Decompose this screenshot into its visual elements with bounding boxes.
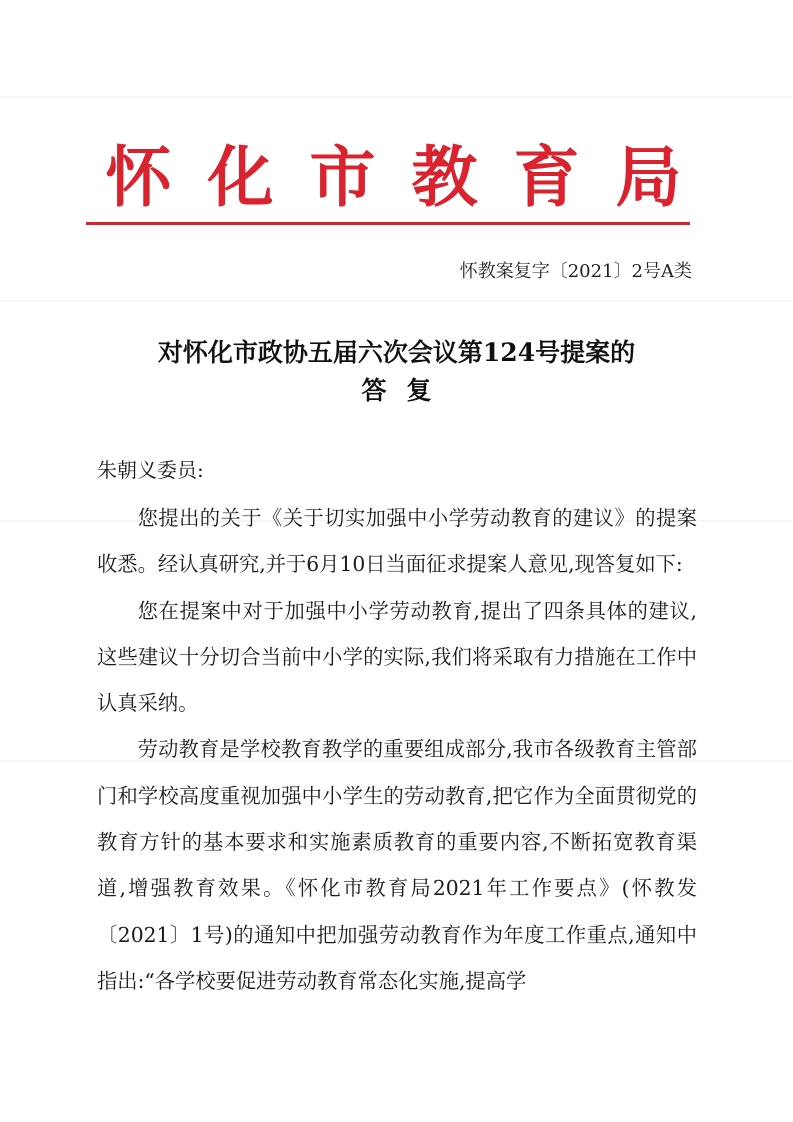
document-body	[97, 495, 697, 1004]
document-number: 怀教案复字〔2021〕2号A类	[459, 261, 692, 282]
body-paragraph: 劳动教育是学校教育教学的重要组成部分,我市各级教育主管部门和学校高度重视加强中小学生的劳动教育,把它作为全面贯彻党的教育方针的基本要求和实施素质教育的重要内容,不断拓宽教育渠道,增强教育效果。《怀化市教育局2021年工作要点》(怀教发〔2021〕1号)的通知中把加强劳动教育作为年度工作重点,通知中指出:“各学校要促进劳动教育常态化实施,提高学	[97, 737, 697, 993]
scan-artifact	[0, 300, 793, 302]
title-line-1: 对怀化市政协五届六次会议第124号提案的	[157, 338, 636, 367]
title-line-2: 答复	[361, 376, 452, 405]
body-paragraph: 您提出的关于《关于切实加强中小学劳动教育的建议》的提案收悉。经认真研究,并于6月10日当面征求提案人意见,现答复如下:	[97, 506, 697, 577]
agency-letterhead: 怀化市教育局	[105, 139, 718, 216]
document-title	[0, 334, 793, 410]
letterhead-divider	[86, 222, 690, 225]
scan-artifact	[0, 96, 793, 98]
body-paragraph: 您在提案中对于加强中小学劳动教育,提出了四条具体的建议,这些建议十分切合当前中小学的实际,我们将采取有力措施在工作中认真采纳。	[97, 598, 697, 716]
salutation: 朱朝义委员:	[97, 458, 204, 482]
